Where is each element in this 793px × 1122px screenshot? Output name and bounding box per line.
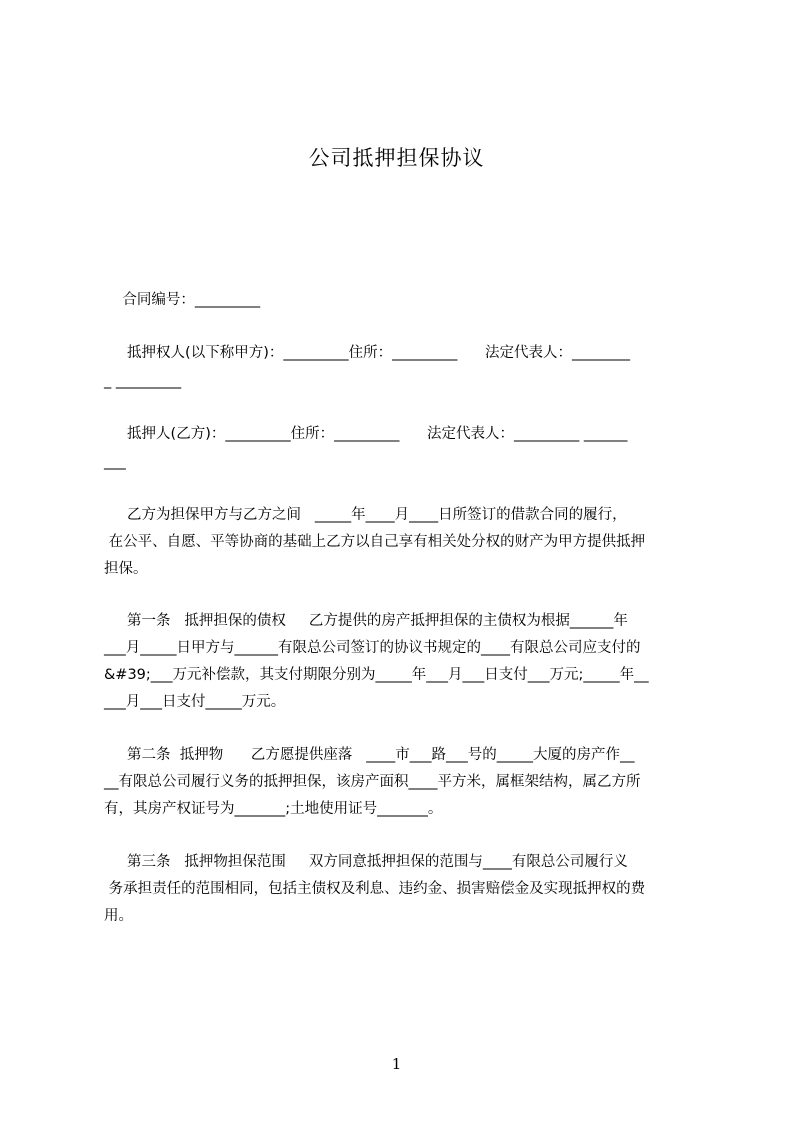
mortgagee-line-2: _ _________ [104,373,182,389]
document-title: 公司抵押担保协议 [308,146,485,170]
preamble-line-1: 乙方为担保甲方与乙方之间 _____年____月____日所签订的借款合同的履行， [104,507,627,523]
mortgagee-line-1: 抵押权人(以下称甲方)：_________住所：_________ 法定代表人：________ [104,345,631,361]
mortgagor-line-2: ___ [104,454,126,470]
article-1-line-2: ___月_____日甲方与______有限总公司签订的协议书规定的____有限总公司应支付的 [104,640,641,656]
article-1-line-3: &#39;___万元补偿款，其支付期限分别为_____年___月___日支付___万元;_____年__ [104,667,649,683]
contract-number-line: 合同编号：_________ [104,292,261,308]
mortgagor-line-1: 抵押人(乙方)：_________住所：_________ 法定代表人：_________ ______ [104,426,628,442]
article-2-line-3: 有，其房产权证号为_______;土地使用证号_______。 [104,801,443,817]
article-2-line-2: __有限总公司履行义务的抵押担保，该房产面积____平方米，属框架结构，属乙方所 [104,774,641,790]
page-number: 1 [391,1055,402,1073]
article-1-line-1: 第一条 抵押担保的债权 乙方提供的房产抵押担保的主债权为根据______年 [104,613,628,629]
article-1-line-4: ___月___日支付_____万元。 [104,694,286,710]
preamble-line-3: 担保。 [104,561,148,577]
article-3-line-3: 用。 [104,908,133,924]
article-3-line-1: 第三条 抵押物担保范围 双方同意抵押担保的范围与____有限总公司履行义 [104,854,628,870]
article-2-line-1: 第二条 抵押物 乙方愿提供座落 ____市___路___号的_____大厦的房产作__ [104,747,635,763]
article-3-line-2: 务承担责任的范围相同，包括主债权及利息、违约金、损害赔偿金及实现抵押权的费 [104,881,646,897]
preamble-line-2: 在公平、自愿、平等协商的基础上乙方以自己享有相关处分权的财产为甲方提供抵押 [104,534,646,550]
